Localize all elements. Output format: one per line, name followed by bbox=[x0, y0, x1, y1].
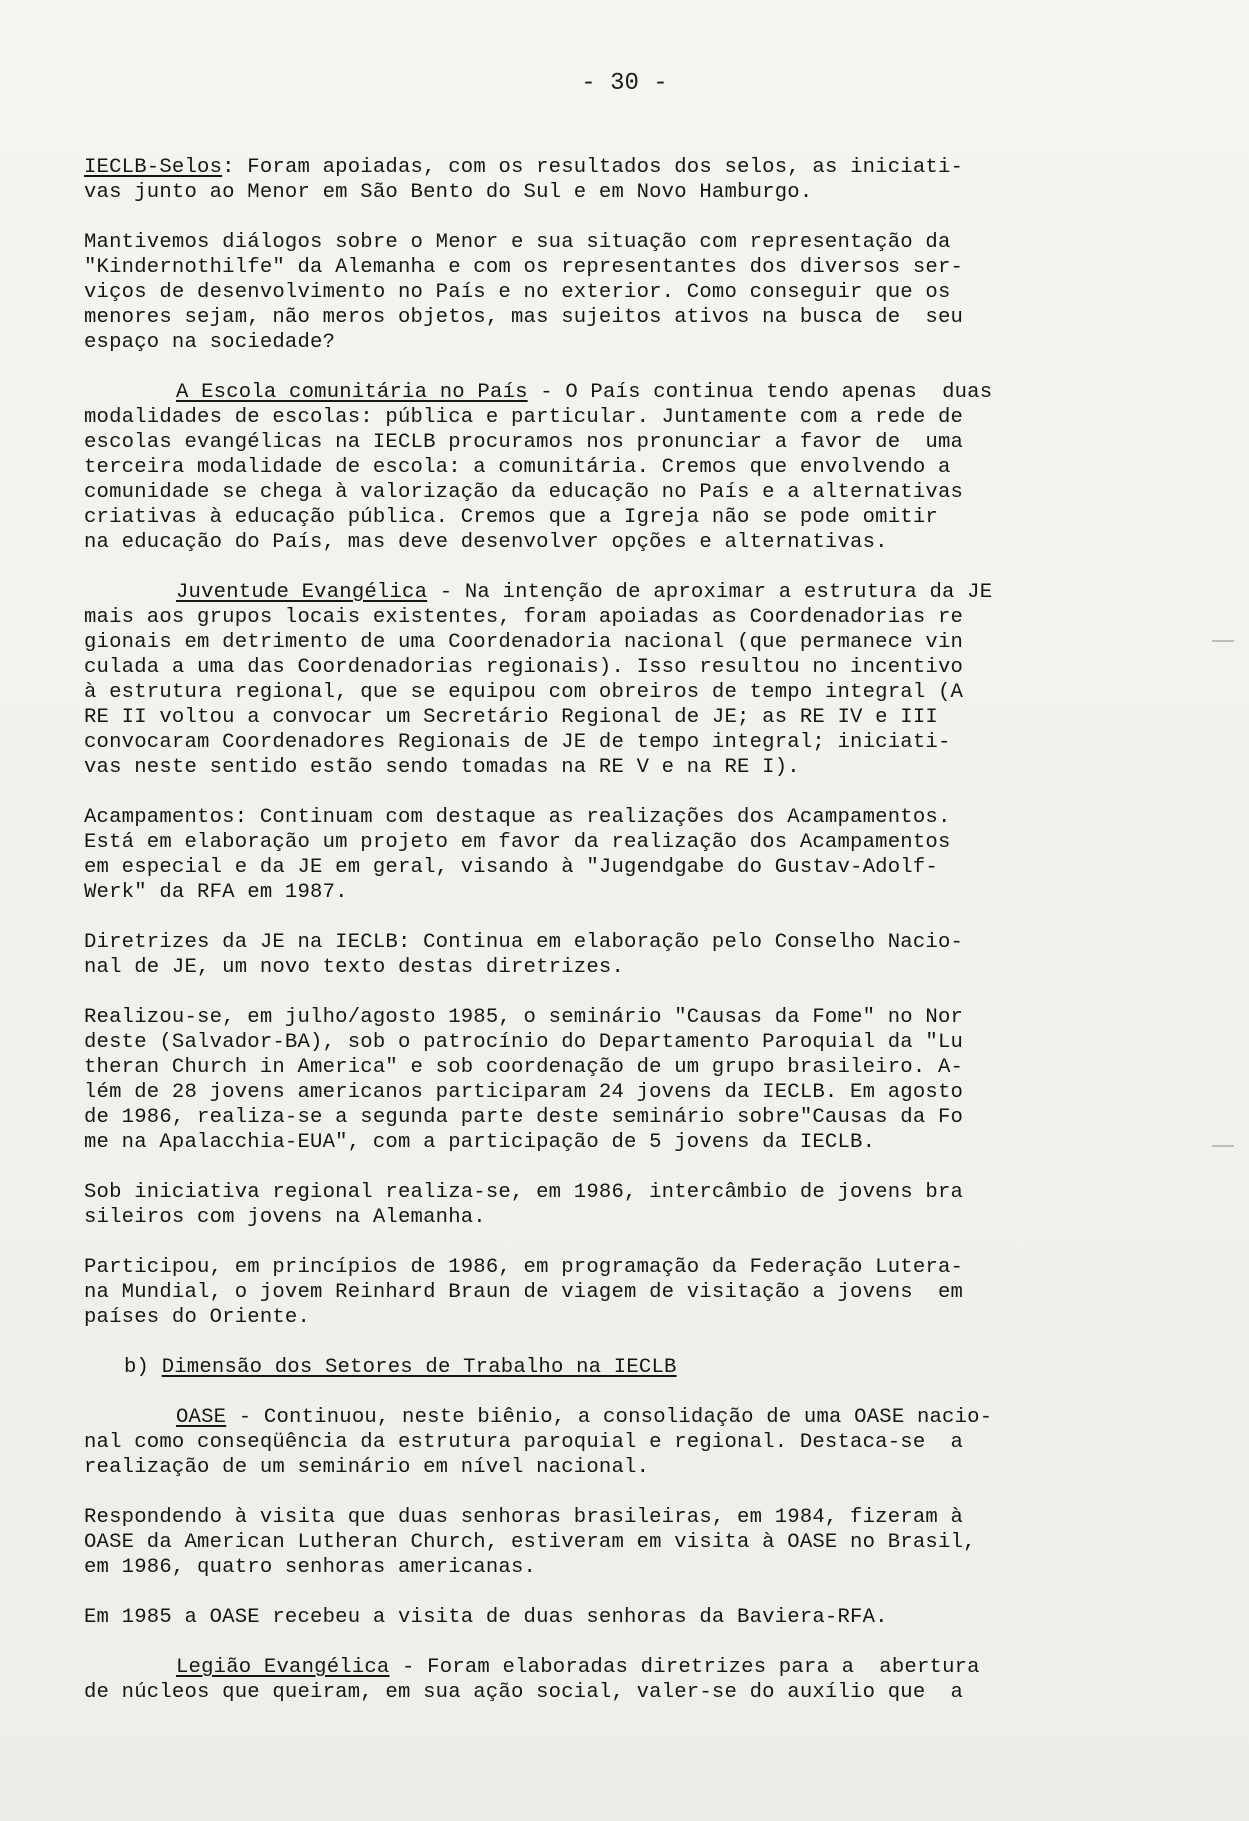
text-line: vas neste sentido estão sendo tomadas na RE V e na RE I). bbox=[84, 756, 800, 779]
text-run: - Foram elaboradas diretrizes para a abertura bbox=[389, 1656, 980, 1679]
text-line: Diretrizes da JE na IECLB: Continua em elaboração pelo Conselho Nacio- bbox=[84, 931, 964, 954]
text-line: mais aos grupos locais existentes, foram apoiadas as Coordenadorias re bbox=[84, 606, 964, 629]
paragraph-participou bbox=[84, 1255, 1164, 1330]
paragraph-legiao-evangelica bbox=[84, 1655, 1164, 1705]
text-line bbox=[84, 1355, 1164, 1380]
text-line bbox=[84, 155, 1164, 180]
text-line bbox=[84, 580, 1164, 605]
text-line: lém de 28 jovens americanos participaram 24 jovens da IECLB. Em agosto bbox=[84, 1081, 964, 1104]
text-run: - Na intenção de aproximar a estrutura da JE bbox=[427, 581, 993, 604]
item-marker: b) bbox=[124, 1356, 162, 1379]
text-run: - Continuou, neste biênio, a consolidação de uma OASE nacio- bbox=[226, 1406, 993, 1429]
text-line: Acampamentos: Continuam com destaque as realizações dos Acampamentos. bbox=[84, 806, 951, 829]
margin-mark bbox=[1212, 640, 1234, 642]
text-line: me na Apalacchia-EUA", com a participação de 5 jovens da IECLB. bbox=[84, 1131, 876, 1154]
text-line: escolas evangélicas na IECLB procuramos nos pronunciar a favor de uma bbox=[84, 431, 964, 454]
text-line: à estrutura regional, que se equipou com obreiros de tempo integral (A bbox=[84, 681, 964, 704]
paragraph-intercambio bbox=[84, 1180, 1164, 1230]
text-line: Participou, em princípios de 1986, em programação da Federação Lutera- bbox=[84, 1256, 964, 1279]
text-line: Está em elaboração um projeto em favor da realização dos Acampamentos bbox=[84, 831, 951, 854]
text-line: comunidade se chega à valorização da educação no País e a alternativas bbox=[84, 481, 964, 504]
margin-mark bbox=[1212, 1145, 1234, 1147]
text-line: deste (Salvador-BA), sob o patrocínio do Departamento Paroquial da "Lu bbox=[84, 1031, 964, 1054]
text-line: Werk" da RFA em 1987. bbox=[84, 881, 348, 904]
text-line bbox=[84, 380, 1164, 405]
text-line: em especial e da JE em geral, visando à "Jugendgabe do Gustav-Adolf- bbox=[84, 856, 938, 879]
text-line: na educação do País, mas deve desenvolver opções e alternativas. bbox=[84, 531, 888, 554]
text-line: realização de um seminário em nível nacional. bbox=[84, 1456, 650, 1479]
text-line: na Mundial, o jovem Reinhard Braun de viagem de visitação a jovens em bbox=[84, 1281, 964, 1304]
paragraph-seminario bbox=[84, 1005, 1164, 1155]
text-line: gionais em detrimento de uma Coordenadoria nacional (que permanece vin bbox=[84, 631, 964, 654]
text-line: convocaram Coordenadores Regionais de JE de tempo integral; iniciati- bbox=[84, 731, 951, 754]
text-line: sileiros com jovens na Alemanha. bbox=[84, 1206, 486, 1229]
text-run: - O País continua tendo apenas duas bbox=[527, 381, 993, 404]
section-heading: A Escola comunitária no País bbox=[176, 381, 528, 404]
text-line: espaço na sociedade? bbox=[84, 331, 336, 354]
text-line: culada a uma das Coordenadorias regionais). Isso resultou no incentivo bbox=[84, 656, 964, 679]
paragraph-dimensao bbox=[84, 1355, 1164, 1380]
text-line: países do Oriente. bbox=[84, 1306, 311, 1329]
text-line: OASE da American Lutheran Church, estiveram em visita à OASE no Brasil, bbox=[84, 1531, 976, 1554]
text-line: de 1986, realiza-se a segunda parte deste seminário sobre"Causas da Fo bbox=[84, 1106, 964, 1129]
text-line: nal como conseqüência da estrutura paroquial e regional. Destaca-se a bbox=[84, 1431, 964, 1454]
text-line: terceira modalidade de escola: a comunitária. Cremos que envolvendo a bbox=[84, 456, 951, 479]
text-line: Realizou-se, em julho/agosto 1985, o seminário "Causas da Fome" no Nor bbox=[84, 1006, 964, 1029]
text-line: vas junto ao Menor em São Bento do Sul e em Novo Hamburgo. bbox=[84, 181, 813, 204]
text-line: theran Church in America" e sob coordenação de um grupo brasileiro. A- bbox=[84, 1056, 964, 1079]
text-line bbox=[84, 1655, 1164, 1680]
text-line: menores sejam, não meros objetos, mas sujeitos ativos na busca de seu bbox=[84, 306, 964, 329]
text-line: nal de JE, um novo texto destas diretrizes. bbox=[84, 956, 625, 979]
body-text bbox=[84, 155, 1164, 1730]
paragraph-diretrizes bbox=[84, 930, 1164, 980]
section-heading: Juventude Evangélica bbox=[176, 581, 428, 604]
paragraph-juventude-evangelica bbox=[84, 580, 1164, 780]
paragraph-respondendo bbox=[84, 1505, 1164, 1580]
paragraph-em-1985 bbox=[84, 1605, 1164, 1630]
section-heading: IECLB-Selos bbox=[84, 156, 223, 179]
text-line: modalidades de escolas: pública e particular. Juntamente com a rede de bbox=[84, 406, 964, 429]
paragraph-dialogos bbox=[84, 230, 1164, 355]
text-line: "Kindernothilfe" da Alemanha e com os representantes dos diversos ser- bbox=[84, 256, 964, 279]
section-heading: Dimensão dos Setores de Trabalho na IECLB bbox=[161, 1356, 677, 1379]
section-heading: Legião Evangélica bbox=[176, 1656, 390, 1679]
paragraph-escola-comunitaria bbox=[84, 380, 1164, 555]
text-line: em 1986, quatro senhoras americanas. bbox=[84, 1556, 537, 1579]
text-run: : Foram apoiadas, com os resultados dos selos, as iniciati- bbox=[222, 156, 964, 179]
section-heading: OASE bbox=[176, 1406, 227, 1429]
text-line: RE II voltou a convocar um Secretário Regional de JE; as RE IV e III bbox=[84, 706, 938, 729]
text-line: Sob iniciativa regional realiza-se, em 1986, intercâmbio de jovens bra bbox=[84, 1181, 964, 1204]
text-line: de núcleos que queiram, em sua ação social, valer-se do auxílio que a bbox=[84, 1681, 964, 1704]
text-line: Respondendo à visita que duas senhoras brasileiras, em 1984, fizeram à bbox=[84, 1506, 964, 1529]
paragraph-oase bbox=[84, 1405, 1164, 1480]
paragraph-acampamentos bbox=[84, 805, 1164, 905]
text-line: Mantivemos diálogos sobre o Menor e sua situação com representação da bbox=[84, 231, 951, 254]
page-number: - 30 - bbox=[581, 70, 668, 97]
text-line: criativas à educação pública. Cremos que a Igreja não se pode omitir bbox=[84, 506, 938, 529]
text-line bbox=[84, 1405, 1164, 1430]
text-line: viços de desenvolvimento no País e no exterior. Como conseguir que os bbox=[84, 281, 951, 304]
paragraph-ieclb-selos bbox=[84, 155, 1164, 205]
text-line: Em 1985 a OASE recebeu a visita de duas senhoras da Baviera-RFA. bbox=[84, 1606, 888, 1629]
